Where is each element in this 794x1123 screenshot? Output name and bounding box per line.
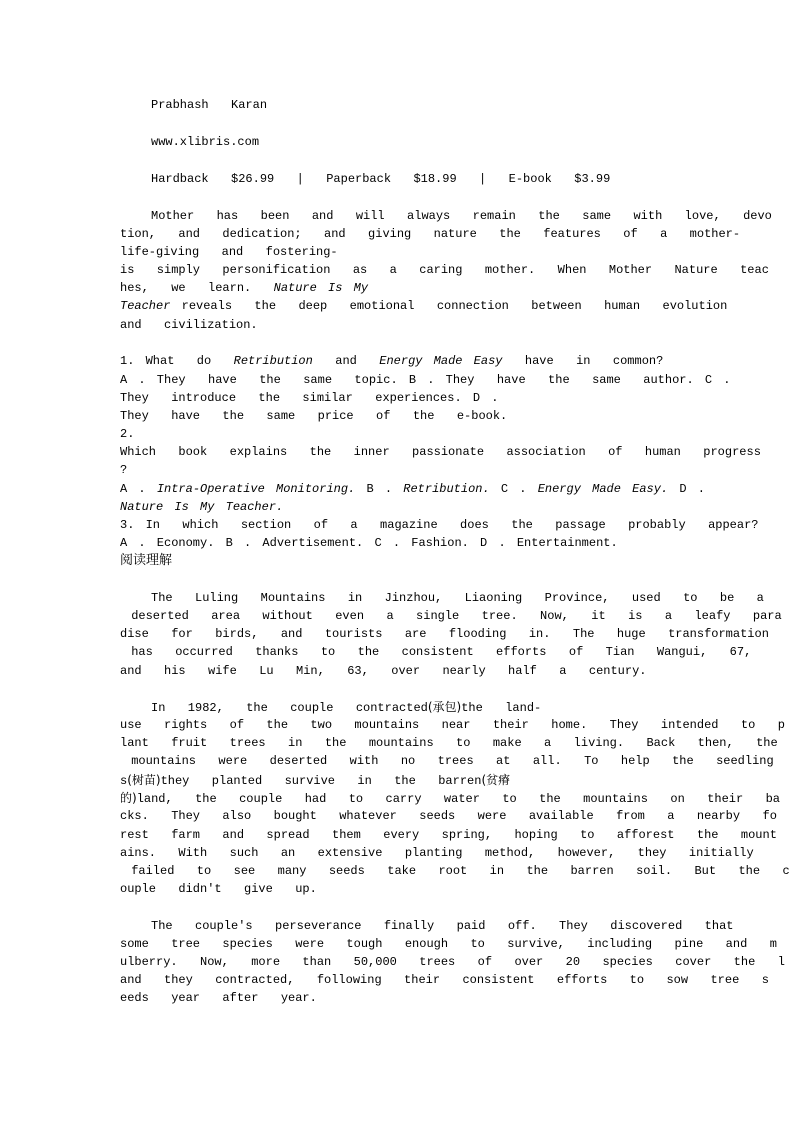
section-heading: 阅读理解 (120, 553, 173, 568)
chinese-gloss: (承包) (427, 700, 462, 714)
book-title: Nature Is My Teacher. (120, 500, 284, 514)
passage-line (120, 771, 510, 789)
book-title: Retribution (233, 354, 313, 368)
passage-text: land, the couple had to carry water to the mountains on their ba (136, 792, 780, 806)
passage-text: they planted survive in the barren (160, 774, 482, 788)
ad-paragraph-line: and civilization. (120, 318, 258, 332)
option-label: B . (355, 482, 404, 496)
option-label: C . (489, 482, 538, 496)
passage-line: use rights of the two mountains near their home. They intended to p (120, 718, 785, 732)
ad-paragraph-text: hes, we learn. (120, 281, 274, 295)
chinese-gloss: 的) (120, 791, 137, 805)
book-title: Teacher (120, 299, 171, 313)
passage-line: and they contracted, following their consistent efforts to sow tree s (120, 973, 769, 987)
question-2-qmark: ? (120, 463, 128, 477)
book-title: Intra-Operative Monitoring. (156, 482, 356, 496)
question-1-options: A . They have the same topic. B . They have the same author. C . (120, 373, 731, 387)
passage-line: some tree species were tough enough to survive, including pine and m (120, 937, 777, 951)
ad-paragraph-line (120, 279, 368, 297)
passage-line: rest farm and spread them every spring, hoping to afforest the mount (120, 828, 777, 842)
price-list: Hardback $26.99 | Paperback $18.99 | E-book $3.99 (151, 172, 611, 186)
chinese-gloss: (树苗) (127, 773, 161, 787)
book-title: Nature Is My (273, 281, 369, 295)
question-1-stem (120, 352, 663, 370)
question-2-stem: Which book explains the inner passionate association of human progress (120, 445, 761, 459)
passage-line: ains. With such an extensive planting method, however, they initially (120, 846, 754, 860)
author-name: Prabhash Karan (151, 98, 268, 112)
passage-text: In 1982, the couple contracted (151, 701, 428, 715)
question-3-options: A . Economy. B . Advertisement. C . Fashion. D . Entertainment. (120, 536, 618, 550)
ad-paragraph-line: tion, and dedication; and giving nature the features of a mother- (120, 227, 741, 241)
question-1-options: They introduce the similar experiences. D . (120, 391, 499, 405)
book-title: Energy Made Easy (379, 354, 503, 368)
question-1-prefix: 1. What do (120, 354, 234, 368)
question-2-number: 2. (120, 427, 135, 441)
book-title: Retribution. (403, 482, 490, 496)
passage-line: mountains were deserted with no trees at all. To help the seedling (120, 754, 774, 768)
passage-line: ouple didn't give up. (120, 882, 317, 896)
question-1-mid: and (312, 354, 380, 368)
ad-paragraph-line (120, 297, 727, 315)
passage-line (120, 789, 780, 807)
passage-line: The Luling Mountains in Jinzhou, Liaoning Province, used to be a (151, 591, 764, 605)
question-3-stem: 3. In which section of a magazine does the passage probably appear? (120, 518, 759, 532)
ad-paragraph-line: is simply personification as a caring mother. When Mother Nature teac (120, 263, 769, 277)
passage-line: cks. They also bought whatever seeds were available from a nearby fo (120, 809, 777, 823)
ad-paragraph-line: life-giving and fostering- (120, 245, 338, 259)
chinese-gloss: (贫瘠 (481, 773, 511, 787)
question-1-options: They have the same price of the e-book. (120, 409, 508, 423)
ad-paragraph-line: Mother has been and will always remain the same with love, devo (151, 209, 772, 223)
book-title: Energy Made Easy. (537, 482, 669, 496)
passage-text: s (120, 774, 128, 788)
passage-line (151, 698, 541, 716)
passage-line: deserted area without even a single tree. Now, it is a leafy para (120, 609, 782, 623)
question-2-options (120, 480, 705, 498)
passage-line: lant fruit trees in the mountains to make a living. Back then, the (120, 736, 778, 750)
passage-line: eeds year after year. (120, 991, 317, 1005)
publisher-website: www.xlibris.com (151, 135, 260, 149)
ad-paragraph-text: reveals the deep emotional connection between human evolution (170, 299, 728, 313)
passage-text: the land- (461, 701, 542, 715)
passage-line: ulberry. Now, more than 50,000 trees of over 20 species cover the l (120, 955, 785, 969)
passage-line: The couple's perseverance finally paid off. They discovered that (151, 919, 734, 933)
passage-line: and his wife Lu Min, 63, over nearly half a century. (120, 664, 647, 678)
passage-line: has occurred thanks to the consistent efforts of Tian Wangui, 67, (120, 645, 752, 659)
option-label: A . (120, 482, 157, 496)
passage-line: failed to see many seeds take root in the barren soil. But the c (120, 864, 790, 878)
option-label: D . (668, 482, 705, 496)
passage-line: dise for birds, and tourists are flooding in. The huge transformation (120, 627, 769, 641)
question-1-suffix: have in common? (502, 354, 664, 368)
